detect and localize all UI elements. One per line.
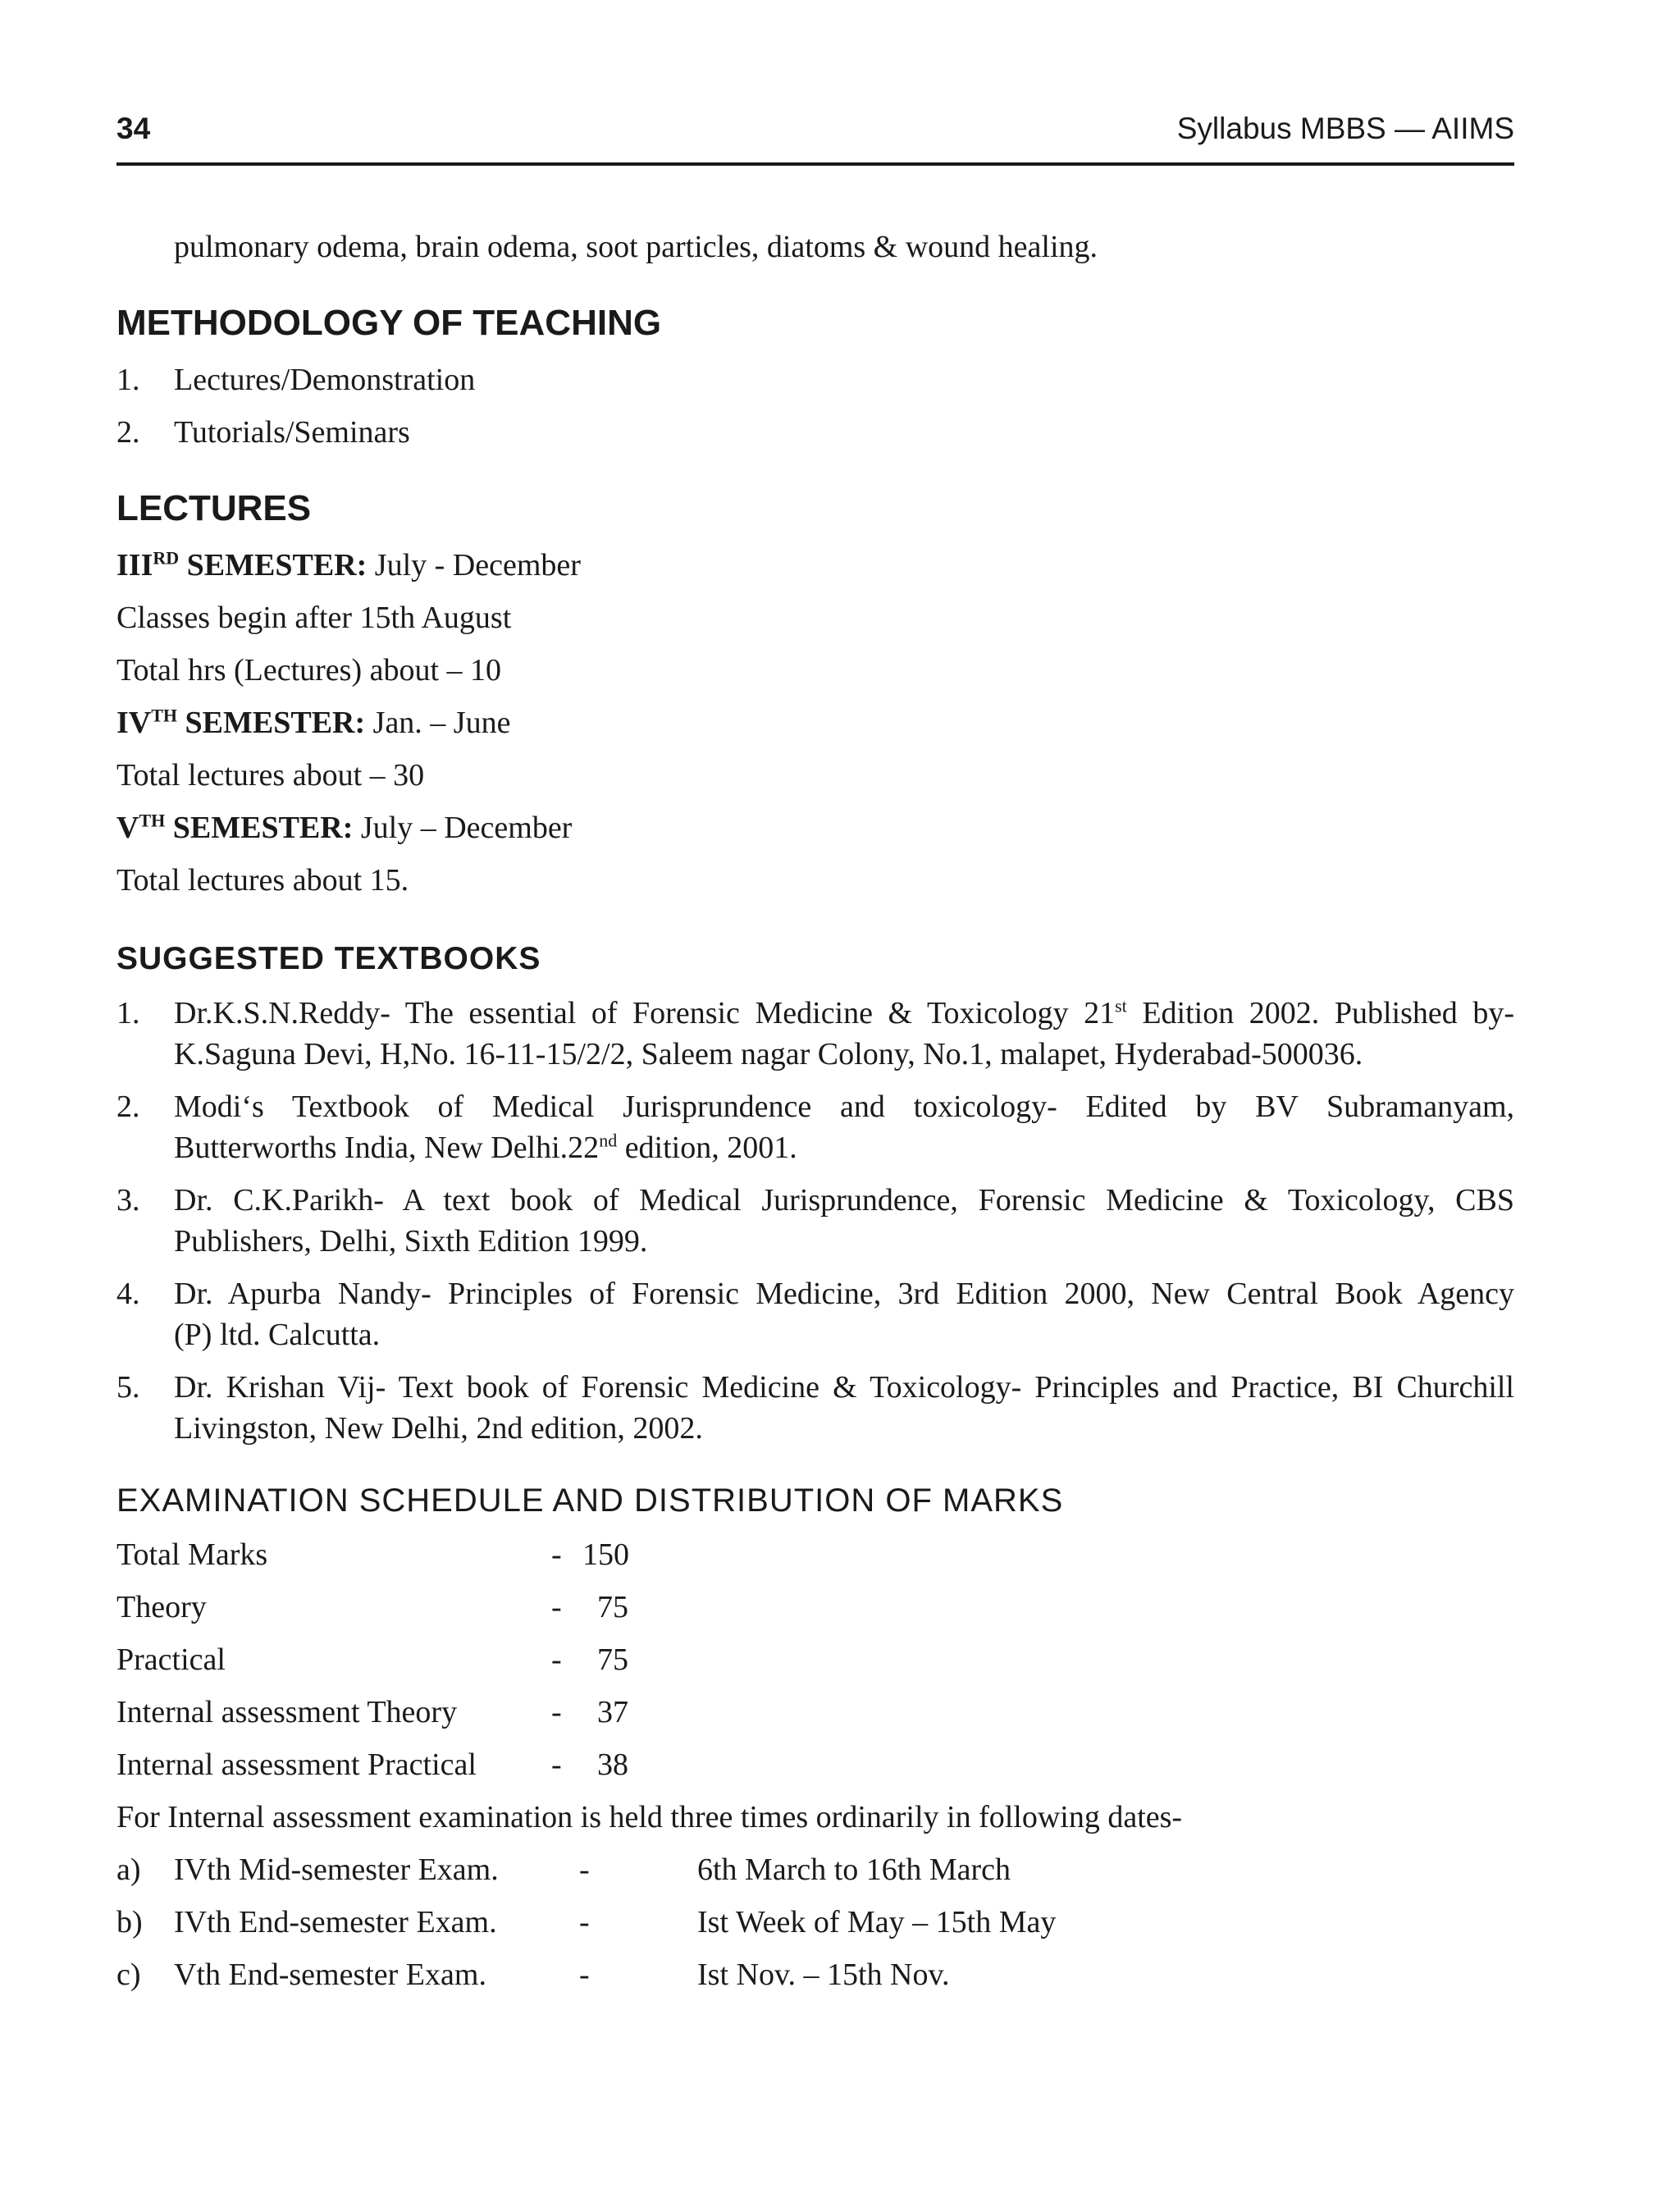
page-number: 34 xyxy=(116,112,151,145)
marks-dash: - xyxy=(551,1747,562,1782)
semester-roman: III xyxy=(116,548,153,582)
schedule-dates: 6th March to 16th March xyxy=(697,1853,1011,1887)
marks-dash: - xyxy=(551,1537,562,1572)
sem4-total: Total lectures about – 30 xyxy=(116,758,425,793)
textbook-line: Dr. C.K.Parikh- A text book of Medical Jurisprundence, Forensic Medicine & Toxicology, CBS xyxy=(174,1183,1514,1217)
list-item xyxy=(116,359,476,400)
textbook-text xyxy=(174,1180,1514,1262)
marks-dash: - xyxy=(551,1590,562,1624)
textbook-number: 3. xyxy=(116,1183,140,1217)
marks-value: 37 xyxy=(597,1695,628,1729)
semester-3-line xyxy=(116,545,581,586)
sem3-total: Total hrs (Lectures) about – 10 xyxy=(116,653,502,688)
schedule-letter: a) xyxy=(116,1853,141,1887)
semester-sup: TH xyxy=(151,705,178,726)
schedule-exam: IVth Mid-semester Exam. xyxy=(174,1853,499,1887)
schedule-exam: Vth End-semester Exam. xyxy=(174,1958,486,1992)
textbook-line: Livingston, New Delhi, 2nd edition, 2002. xyxy=(174,1411,703,1446)
running-title: Syllabus MBBS — AIIMS xyxy=(1176,112,1514,145)
textbook-text xyxy=(174,993,1514,1075)
page-header xyxy=(116,112,1514,166)
marks-value: 150 xyxy=(582,1537,629,1572)
methodology-heading: METHODOLOGY OF TEACHING xyxy=(116,303,662,343)
list-number: 1. xyxy=(116,363,140,397)
textbook-line: Modi‘s Textbook of Medical Jurisprundence and toxicology- Edited by BV Subramanyam, xyxy=(174,1090,1514,1124)
textbook-line: K.Saguna Devi, H,No. 16-11-15/2/2, Saleem nagar Colony, No.1, malapet, Hyderabad-500036. xyxy=(174,1037,1363,1071)
sem5-total: Total lectures about 15. xyxy=(116,863,409,898)
list-text: Lectures/Demonstration xyxy=(174,363,476,397)
semester-roman: IV xyxy=(116,706,152,740)
textbook-line: Dr.K.S.N.Reddy- The essential of Forensic Medicine & Toxicology 21st Edition 2002. Published by- xyxy=(174,995,1514,1030)
textbook-text xyxy=(174,1086,1514,1168)
semester-period: July – December xyxy=(360,811,573,845)
intro-line: pulmonary odema, brain odema, soot particles, diatoms & wound healing. xyxy=(174,230,1098,264)
marks-label: Practical xyxy=(116,1642,226,1677)
textbook-number: 5. xyxy=(116,1370,140,1405)
semester-period: Jan. – June xyxy=(372,706,511,740)
schedule-letter: b) xyxy=(116,1905,143,1939)
marks-value: 75 xyxy=(597,1590,628,1624)
schedule-dash: - xyxy=(579,1853,590,1887)
marks-label: Internal assessment Theory xyxy=(116,1695,458,1729)
textbook-text xyxy=(174,1367,1514,1449)
semester-label: SEMESTER: xyxy=(185,706,366,740)
marks-label: Theory xyxy=(116,1590,207,1624)
exam-note: For Internal assessment examination is held three times ordinarily in following dates- xyxy=(116,1800,1183,1834)
textbook-number: 4. xyxy=(116,1277,140,1311)
marks-dash: - xyxy=(551,1642,562,1677)
lectures-heading: LECTURES xyxy=(116,488,312,528)
schedule-dates: Ist Nov. – 15th Nov. xyxy=(697,1958,950,1992)
schedule-dates: Ist Week of May – 15th May xyxy=(697,1905,1057,1939)
marks-value: 38 xyxy=(597,1747,628,1782)
textbook-line: Publishers, Delhi, Sixth Edition 1999. xyxy=(174,1224,648,1259)
schedule-dash: - xyxy=(579,1958,590,1992)
textbook-line: (P) ltd. Calcutta. xyxy=(174,1318,381,1352)
textbooks-heading: SUGGESTED TEXTBOOKS xyxy=(116,941,541,976)
textbook-number: 1. xyxy=(116,996,140,1030)
schedule-letter: c) xyxy=(116,1958,141,1992)
semester-roman: V xyxy=(116,811,139,845)
semester-sup: TH xyxy=(139,810,166,831)
semester-label: SEMESTER: xyxy=(172,811,354,845)
exam-heading: EXAMINATION SCHEDULE AND DISTRIBUTION OF MARKS xyxy=(116,1482,1064,1519)
list-text: Tutorials/Seminars xyxy=(174,415,410,450)
list-item xyxy=(116,412,410,453)
textbook-text xyxy=(174,1273,1514,1355)
textbook-line: Dr. Apurba Nandy- Principles of Forensic Medicine, 3rd Edition 2000, New Central Book Agency xyxy=(174,1277,1514,1311)
semester-sup: RD xyxy=(153,547,180,569)
marks-label: Internal assessment Practical xyxy=(116,1747,477,1782)
schedule-dash: - xyxy=(579,1905,590,1939)
semester-period: July - December xyxy=(374,548,581,582)
semester-5-line xyxy=(116,807,572,848)
textbook-line: Butterworths India, New Delhi.22nd edition, 2001. xyxy=(174,1130,797,1165)
marks-dash: - xyxy=(551,1695,562,1729)
marks-label: Total Marks xyxy=(116,1537,268,1572)
sem3-classes: Classes begin after 15th August xyxy=(116,601,512,635)
textbook-number: 2. xyxy=(116,1090,140,1124)
semester-label: SEMESTER: xyxy=(186,548,368,582)
textbook-line: Dr. Krishan Vij- Text book of Forensic Medicine & Toxicology- Principles and Practice, BI Churchill xyxy=(174,1370,1514,1405)
schedule-exam: IVth End-semester Exam. xyxy=(174,1905,497,1939)
semester-4-line xyxy=(116,702,510,743)
marks-value: 75 xyxy=(597,1642,628,1677)
list-number: 2. xyxy=(116,415,140,450)
